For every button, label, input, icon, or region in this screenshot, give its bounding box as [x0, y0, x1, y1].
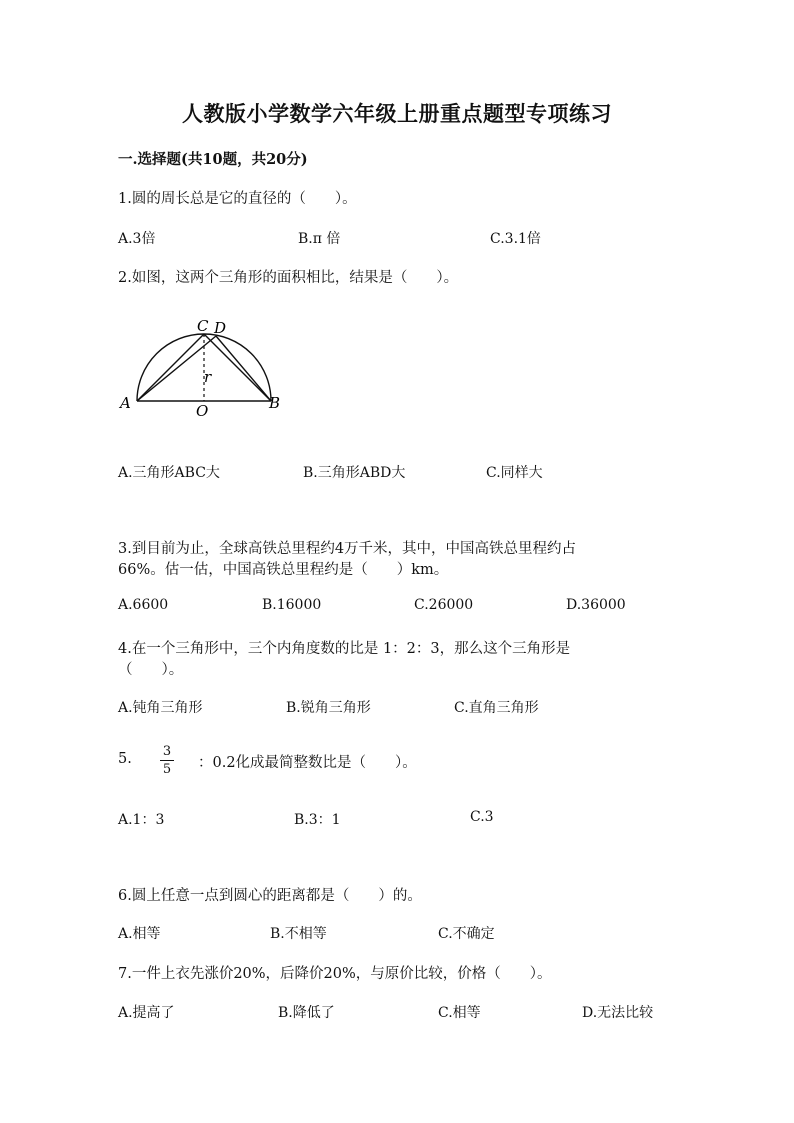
question-4-stem-line1: 4.在一个三角形中，三个内角度数的比是 1：2：3，那么这个三角形是 [118, 641, 571, 657]
question-3-option-d: D.36000 [566, 597, 626, 613]
question-1-option-c: C.3.1倍 [490, 231, 541, 247]
fraction-denominator: 5 [162, 762, 172, 777]
question-2-option-b: B.三角形ABD大 [303, 465, 406, 481]
fraction-bar [160, 760, 174, 761]
question-3-stem-line2: 66%。估一估，中国高铁总里程约是（ ）km。 [118, 562, 449, 578]
question-7-option-d: D.无法比较 [582, 1005, 654, 1021]
label-d: D [214, 319, 227, 337]
question-3-option-c: C.26000 [414, 597, 474, 613]
question-1-option-b: B.π 倍 [298, 231, 341, 247]
question-6-stem: 6.圆上任意一点到圆心的距离都是（ ）的。 [118, 888, 422, 904]
question-1-stem: 1.圆的周长总是它的直径的（ ）。 [118, 191, 357, 207]
question-7-option-a: A.提高了 [118, 1005, 175, 1021]
question-5-number: 5. [118, 751, 132, 767]
question-2-option-c: C.同样大 [486, 465, 543, 481]
question-5-option-c: C.3 [470, 809, 494, 825]
fraction-numerator: 3 [162, 744, 172, 759]
label-o: O [196, 402, 209, 420]
label-c: C [197, 317, 209, 335]
question-7-stem: 7.一件上衣先涨价20%，后降价20%，与原价比较，价格（ ）。 [118, 966, 552, 982]
segment-cb [204, 334, 271, 401]
question-2-stem: 2.如图，这两个三角形的面积相比，结果是（ ）。 [118, 270, 459, 286]
question-5-option-b: B.3：1 [294, 812, 341, 828]
label-b: B [269, 394, 281, 412]
semicircle-triangle-figure [115, 312, 295, 422]
question-3-option-b: B.16000 [262, 597, 322, 613]
question-4-stem-line2: （ ）。 [118, 662, 184, 678]
question-3-stem-line1: 3.到目前为止，全球高铁总里程约4万千米，其中，中国高铁总里程约占 [118, 541, 577, 557]
question-5-fraction [160, 744, 174, 777]
section-heading: 一.选择题(共10题，共20分) [118, 151, 308, 168]
question-7-option-c: C.相等 [438, 1005, 481, 1021]
question-6-option-b: B.不相等 [270, 926, 327, 942]
question-6-option-c: C.不确定 [438, 926, 495, 942]
question-6-option-a: A.相等 [118, 926, 161, 942]
question-5-option-a: A.1：3 [118, 812, 165, 828]
question-4-option-a: A.钝角三角形 [118, 700, 203, 716]
question-2-option-a: A.三角形ABC大 [118, 465, 220, 481]
question-3-option-a: A.6600 [118, 597, 169, 613]
label-a: A [120, 394, 131, 412]
page-title: 人教版小学数学六年级上册重点题型专项练习 [182, 101, 612, 126]
segment-ac [137, 334, 204, 401]
question-7-option-b: B.降低了 [278, 1005, 335, 1021]
question-4-option-c: C.直角三角形 [454, 700, 539, 716]
question-5-stem: ：0.2化成最简整数比是（ ）。 [198, 755, 417, 771]
question-1-option-a: A.3倍 [118, 231, 156, 247]
label-r: r [204, 368, 212, 386]
question-4-option-b: B.锐角三角形 [286, 700, 371, 716]
